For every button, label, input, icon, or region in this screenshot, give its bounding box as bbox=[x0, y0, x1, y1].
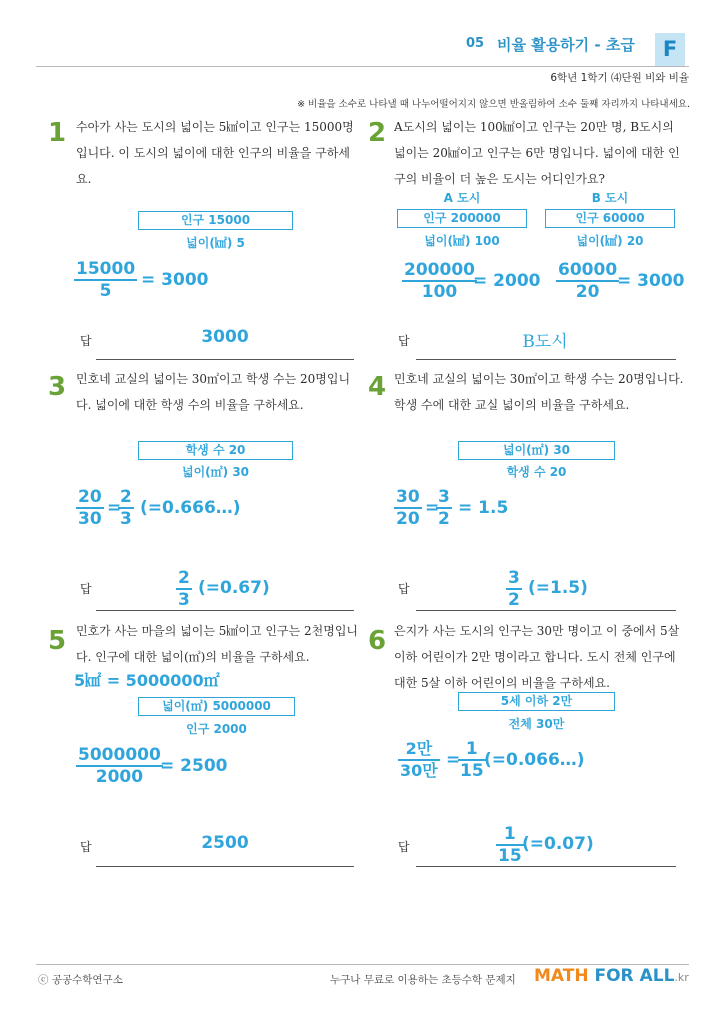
problem-4-text: 민호네 교실의 넓이는 30㎡이고 학생 수는 20명입니다. 학생 수에 대한 교실 넓이의 비율을 구하세요. bbox=[394, 372, 684, 412]
worksheet-title: 비율 활용하기 - 초급 bbox=[497, 36, 635, 54]
problem-2-fraction-b bbox=[556, 260, 619, 302]
problem-6-text: 은지가 사는 도시의 인구는 30만 명이고 이 중에서 5살 이하 어린이가 2만 명이라고 합니다. 도시 전체 인구에 대한 5살 이하 어린이의 비율을 구하세요. bbox=[394, 624, 680, 690]
problem-3-answer-decimal: (=0.67) bbox=[198, 578, 270, 598]
problem-6-answer-decimal: (=0.07) bbox=[522, 834, 594, 854]
problem-4-fraction-2 bbox=[436, 487, 452, 529]
problem-1-number: 1 bbox=[48, 118, 67, 148]
brand-for: FOR bbox=[588, 966, 640, 986]
numerator: 2 bbox=[120, 487, 132, 507]
problem-6-box-bottom: 전체 30만 bbox=[508, 717, 565, 731]
numerator: 15000 bbox=[76, 259, 136, 279]
equals-sign: = bbox=[425, 498, 440, 518]
problem-2-city-b: B 도시 bbox=[591, 191, 629, 205]
brand-all: ALL bbox=[639, 966, 675, 986]
footer-slogan: 누구나 무료로 이용하는 초등수학 문제지 bbox=[330, 974, 516, 986]
problem-6-fraction-1 bbox=[398, 739, 440, 781]
problem-4-result: = 1.5 bbox=[458, 498, 509, 518]
problem-1-fraction bbox=[74, 259, 137, 301]
problem-6-number: 6 bbox=[368, 626, 387, 656]
problem-2-text: A도시의 넓이는 100㎢이고 인구는 20만 명, B도시의 넓이는 20㎢이고 인구는 6만 명입니다. 넓이에 대한 인구의 비율이 더 높은 도시는 어디인가요? bbox=[394, 120, 680, 186]
numerator: 20 bbox=[78, 487, 102, 507]
denominator: 15 bbox=[498, 846, 522, 866]
denominator: 2000 bbox=[76, 765, 163, 787]
denominator: 2 bbox=[438, 509, 450, 529]
instruction-note: ※ 비율을 소수로 나타낼 때 나누어떨어지지 않으면 반올림하여 소수 둘째 자리까지 나타내세요. bbox=[297, 99, 690, 110]
worksheet-number: 05 bbox=[466, 36, 485, 51]
problem-2-box-a-top: 인구 200000 bbox=[397, 209, 527, 228]
problem-1-text: 수아가 사는 도시의 넓이는 5㎢이고 인구는 15000명입니다. 이 도시의 넓이에 대한 인구의 비율을 구하세요. bbox=[76, 120, 354, 186]
problem-6-fraction-2 bbox=[458, 739, 486, 781]
problem-5-answer-line bbox=[96, 866, 354, 867]
problem-2-answer: B도시 bbox=[522, 332, 568, 352]
numerator: 1 bbox=[503, 824, 516, 844]
problem-2-city-a: A 도시 bbox=[443, 191, 481, 205]
problem-6-answer-line bbox=[416, 866, 676, 867]
problem-4-fraction-1 bbox=[394, 487, 422, 529]
denominator: 3 bbox=[120, 509, 132, 529]
problem-5-box-bottom: 인구 2000 bbox=[186, 722, 247, 736]
problem-6-result: (=0.066…) bbox=[484, 750, 585, 770]
problem-1-box-bottom: 넓이(㎢) 5 bbox=[186, 236, 245, 250]
problem-2-answer-line bbox=[416, 359, 676, 360]
problem-3-answer-fraction bbox=[176, 568, 192, 610]
brand-kr: .kr bbox=[674, 971, 689, 984]
numerator: 3 bbox=[438, 487, 450, 507]
problem-5-text: 민호가 사는 마을의 넓이는 5㎢이고 인구는 2천명입니다. 인구에 대한 넓이(㎡)의 비율을 구하세요. bbox=[76, 624, 358, 664]
problem-5-box-top: 넓이(㎡) 5000000 bbox=[138, 697, 295, 716]
header-divider bbox=[36, 66, 689, 67]
denominator: 100 bbox=[402, 280, 477, 302]
problem-1-box-top: 인구 15000 bbox=[138, 211, 293, 230]
problem-1-result: = 3000 bbox=[141, 270, 209, 290]
problem-4-number: 4 bbox=[368, 372, 387, 402]
denominator: 2 bbox=[508, 590, 520, 610]
worksheet-subtitle: 6학년 1학기 ⑷단원 비와 비율 bbox=[550, 72, 689, 84]
problem-2-box-a-bottom: 넓이(㎢) 100 bbox=[424, 234, 500, 248]
problem-2-fraction-a bbox=[402, 260, 477, 302]
problem-5-conversion: 5㎢ = 5000000㎡ bbox=[74, 671, 220, 690]
problem-3-box-bottom: 넓이(㎡) 30 bbox=[181, 465, 250, 479]
problem-2-box-b-bottom: 넓이(㎢) 20 bbox=[576, 234, 644, 248]
numerator: 30 bbox=[396, 487, 420, 507]
level-badge: F bbox=[655, 33, 685, 66]
problem-5-answer-label: 답 bbox=[80, 840, 92, 854]
brand-logo bbox=[534, 966, 689, 986]
problem-4-box-bottom: 학생 수 20 bbox=[506, 465, 567, 479]
problem-2-number: 2 bbox=[368, 118, 387, 148]
problem-3-fraction-1 bbox=[76, 487, 104, 529]
problem-6-answer-label: 답 bbox=[398, 840, 410, 854]
numerator: 2 bbox=[178, 568, 190, 588]
numerator: 1 bbox=[465, 739, 478, 759]
problem-6-answer-fraction bbox=[496, 824, 524, 866]
problem-6-box-top: 5세 이하 2만 bbox=[458, 692, 615, 711]
problem-3-box-top: 학생 수 20 bbox=[138, 441, 293, 460]
problem-3-answer-label: 답 bbox=[80, 582, 92, 596]
problem-4-answer-fraction bbox=[506, 568, 522, 610]
denominator: 15 bbox=[460, 761, 484, 781]
equals-sign: = bbox=[446, 750, 461, 770]
numerator: 200000 bbox=[404, 260, 475, 280]
footer-divider bbox=[36, 964, 689, 965]
problem-4-answer-line bbox=[416, 610, 676, 611]
problem-1-answer-line bbox=[96, 359, 354, 360]
problem-3-fraction-2 bbox=[118, 487, 134, 529]
problem-2-result-b: = 3000 bbox=[617, 271, 685, 291]
problem-5-number: 5 bbox=[48, 626, 67, 656]
problem-5-result: = 2500 bbox=[160, 756, 228, 776]
problem-1-answer: 3000 bbox=[201, 327, 249, 347]
problem-4-box-top: 넓이(㎡) 30 bbox=[458, 441, 615, 460]
denominator: 30만 bbox=[400, 761, 438, 780]
denominator: 30 bbox=[78, 509, 102, 529]
problem-3-answer-line bbox=[96, 610, 354, 611]
problem-2-box-b-top: 인구 60000 bbox=[545, 209, 675, 228]
problem-2-result-a: = 2000 bbox=[473, 271, 541, 291]
denominator: 3 bbox=[178, 590, 190, 610]
numerator: 2만 bbox=[405, 739, 433, 758]
footer-copyright: ⓒ 공공수학연구소 bbox=[38, 974, 123, 986]
problem-4-answer-label: 답 bbox=[398, 582, 410, 596]
problem-3-text: 민호네 교실의 넓이는 30㎡이고 학생 수는 20명입니다. 넓이에 대한 학생 수의 비율을 구하세요. bbox=[76, 372, 351, 412]
problem-5-answer: 2500 bbox=[201, 833, 249, 853]
numerator: 60000 bbox=[558, 260, 618, 280]
equals-sign: = bbox=[107, 498, 122, 518]
denominator: 20 bbox=[396, 509, 420, 529]
problem-2-answer-label: 답 bbox=[398, 334, 410, 348]
problem-5-fraction bbox=[76, 745, 163, 787]
problem-3-result: (=0.666…) bbox=[140, 498, 241, 518]
numerator: 3 bbox=[508, 568, 520, 588]
denominator: 20 bbox=[556, 280, 619, 302]
problem-4-answer-decimal: (=1.5) bbox=[528, 578, 588, 598]
denominator: 5 bbox=[74, 279, 137, 301]
problem-3-number: 3 bbox=[48, 372, 67, 402]
problem-1-answer-label: 답 bbox=[80, 334, 92, 348]
brand-math: MATH bbox=[534, 966, 589, 986]
numerator: 5000000 bbox=[78, 745, 161, 765]
